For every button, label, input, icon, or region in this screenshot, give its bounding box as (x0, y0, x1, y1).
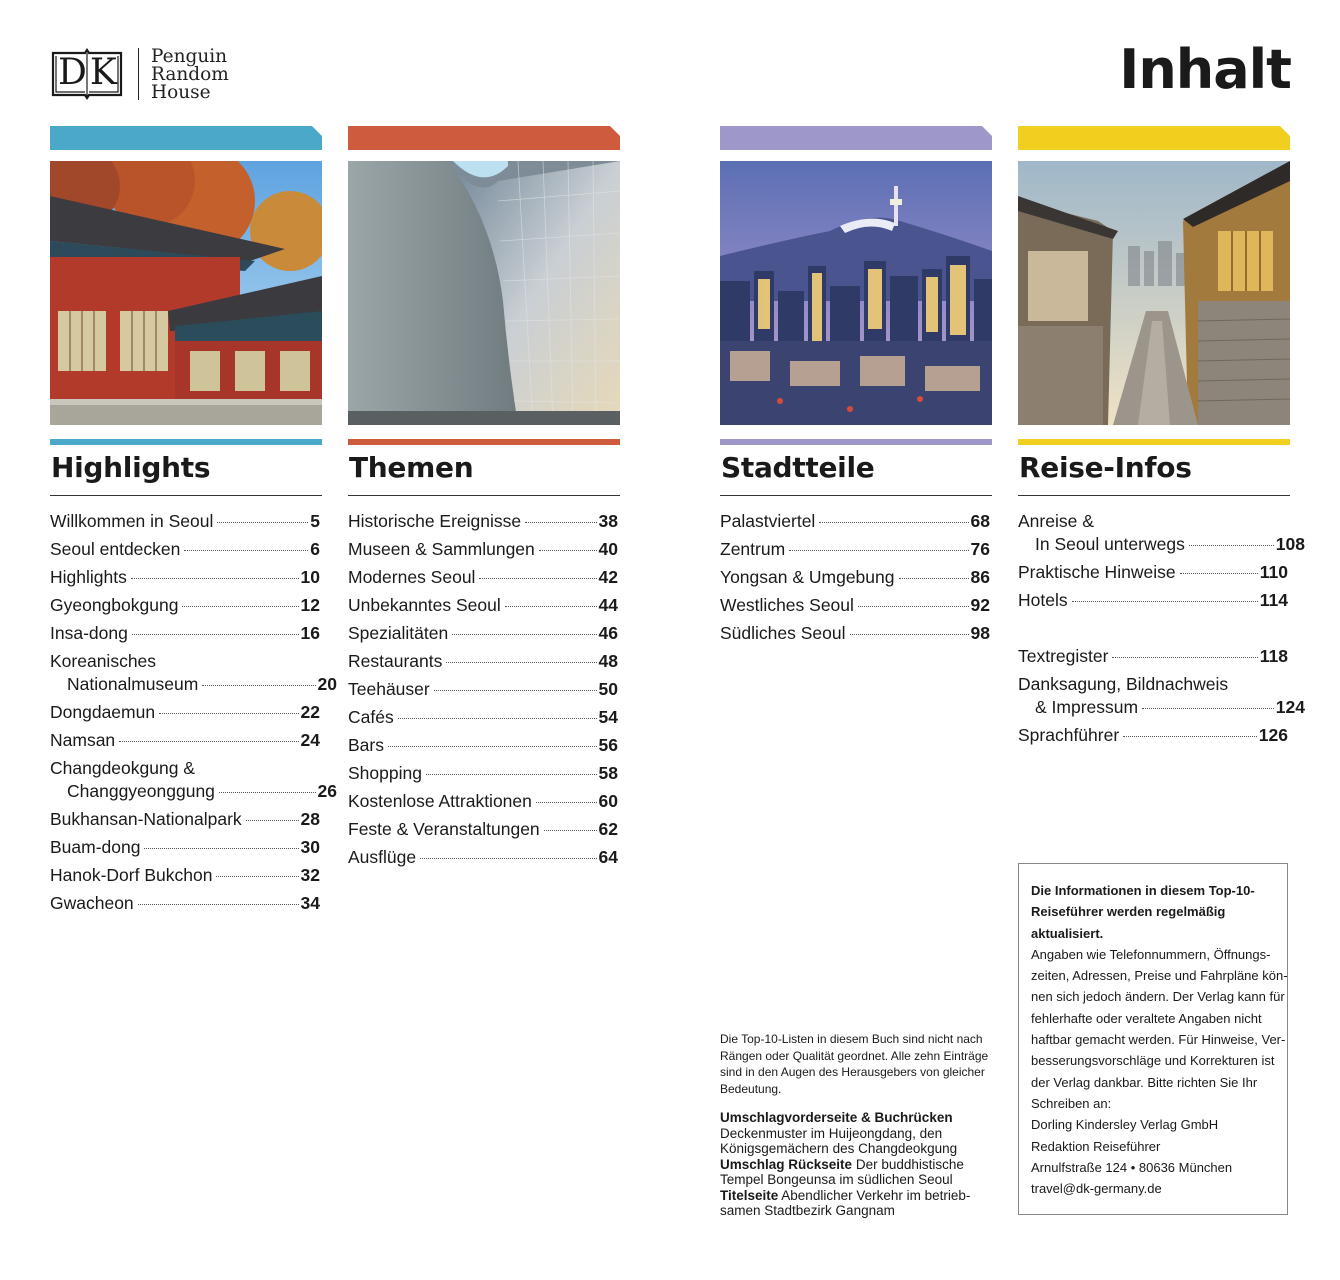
credit-line: Deckenmuster im Huijeongdang, den (720, 1125, 943, 1141)
toc-entry[interactable]: Anreise & In Seoul unterwegs 108 (1018, 511, 1305, 554)
section-tab (1018, 126, 1290, 150)
publisher-line: House (151, 82, 211, 103)
toc-entry[interactable]: Bukhansan-Nationalpark 28 (50, 809, 320, 829)
toc-list (348, 510, 620, 869)
note-line: Bedeutung. (720, 1081, 782, 1096)
info-line: nen sich jedoch ändern. Der Verlag kann für (1031, 989, 1285, 1005)
section-stadtteile (720, 126, 992, 650)
toc-entry[interactable]: Yongsan & Umgebung 86 (720, 567, 990, 587)
toc-entry[interactable]: Willkommen in Seoul 5 (50, 511, 320, 531)
toc-entry[interactable]: Historische Ereignisse 38 (348, 511, 618, 531)
section-rule (348, 439, 620, 445)
credit-label: Umschlag Rückseite (720, 1156, 853, 1172)
toc-entry[interactable]: Bars 56 (348, 735, 618, 755)
credit-line: Königsgemächern des Changdeokgung (720, 1141, 958, 1156)
section-reise-infos (1018, 126, 1305, 752)
toc-entry[interactable]: Spezialitäten 46 (348, 623, 618, 643)
toc-entry[interactable]: Restaurants 48 (348, 651, 618, 671)
toc-list (50, 510, 337, 915)
toc-entry[interactable]: Gwacheon 34 (50, 893, 320, 913)
credit-text: Der buddhistische (852, 1156, 964, 1172)
toc-entry[interactable]: Namsan 24 (50, 730, 320, 750)
credit-label: Umschlagvorderseite & Buchrücken (720, 1110, 953, 1125)
toc-entry[interactable]: Danksagung, Bildnachweis & Impressum 124 (1018, 674, 1305, 717)
palace-photo (50, 161, 322, 425)
info-line: fehlerhafte oder veraltete Angaben nicht (1031, 1010, 1262, 1026)
note-line: sind in den Augen des Herausgebers von gleicher (720, 1065, 985, 1079)
publisher-line: Penguin (151, 46, 228, 67)
info-lead: Die Informationen in diesem Top-10- (1031, 883, 1255, 898)
note-line: Rängen oder Qualität geordnet. Alle zehn Einträge (720, 1048, 989, 1063)
toc-entry[interactable]: Teehäuser 50 (348, 679, 618, 699)
section-heading: Reise-Infos (1018, 451, 1290, 496)
hanok-street-photo (1018, 161, 1290, 425)
publisher-logo (50, 46, 229, 102)
address-line: Dorling Kindersley Verlag GmbH (1031, 1117, 1219, 1133)
info-line: besserungsvorschläge und Korrekturen ist (1031, 1053, 1275, 1069)
toc-entry[interactable]: Cafés 54 (348, 707, 618, 727)
section-rule (50, 439, 322, 445)
ranking-note (720, 1031, 992, 1097)
section-rule (1018, 439, 1290, 445)
toc-entry[interactable]: Modernes Seoul 42 (348, 567, 618, 587)
info-lead: Reiseführer werden regelmäßig (1031, 904, 1226, 920)
toc-entry[interactable]: Ausflüge 64 (348, 847, 618, 867)
toc-entry[interactable]: Kostenlose Attraktionen 60 (348, 791, 618, 811)
section-highlights (50, 126, 337, 920)
toc-entry[interactable]: Insa-dong 16 (50, 623, 320, 643)
section-tab (50, 126, 322, 150)
toc-list (1018, 510, 1305, 747)
email-link[interactable]: travel@dk-germany.de (1031, 1181, 1162, 1197)
section-heading: Stadtteile (720, 451, 992, 496)
toc-entry[interactable]: Gyeongbokgung 12 (50, 595, 320, 615)
credit-line: samen Stadtbezirk Gangnam (720, 1203, 895, 1218)
info-line: haftbar gemacht werden. Für Hinweise, Ver- (1031, 1032, 1286, 1048)
cover-credits (720, 1110, 995, 1219)
credit-line: Tempel Bongeunsa im südlichen Seoul (720, 1172, 953, 1187)
section-heading: Themen (348, 451, 620, 496)
toc-entry[interactable]: Buam-dong 30 (50, 837, 320, 857)
toc-entry[interactable]: Dongdaemun 22 (50, 702, 320, 722)
section-themen (348, 126, 620, 874)
publisher-name (138, 46, 229, 103)
toc-entry[interactable]: Zentrum 76 (720, 539, 990, 559)
toc-entry[interactable]: Praktische Hinweise 110 (1018, 562, 1288, 582)
info-line: Angaben wie Telefonnummern, Öffnungs- (1031, 946, 1271, 962)
section-tab (720, 126, 992, 150)
toc-entry[interactable]: Palastviertel 68 (720, 511, 990, 531)
dk-letters: DK (58, 52, 120, 93)
address-line: Arnulfstraße 124 • 80636 München (1031, 1159, 1233, 1175)
toc-entry[interactable]: Hotels 114 (1018, 590, 1288, 610)
page-title: Inhalt (1119, 38, 1291, 101)
toc-entry[interactable]: Südliches Seoul 98 (720, 623, 990, 643)
section-heading: Highlights (50, 451, 322, 496)
toc-spacer (1018, 617, 1290, 645)
toc-list (720, 510, 992, 645)
dk-book-logo-icon (50, 47, 124, 101)
info-line: zeiten, Adressen, Preise und Fahrpläne kön- (1031, 968, 1288, 984)
toc-entry[interactable]: Museen & Sammlungen 40 (348, 539, 618, 559)
toc-entry[interactable]: Textregister 118 (1018, 646, 1288, 666)
toc-entry[interactable]: Highlights 10 (50, 567, 320, 587)
publisher-line: Random (151, 64, 229, 85)
info-line: Schreiben an: (1031, 1095, 1112, 1111)
address-line: Redaktion Reiseführer (1031, 1138, 1161, 1154)
city-skyline-photo (720, 161, 992, 425)
section-rule (720, 439, 992, 445)
section-tab (348, 126, 620, 150)
info-line: der Verlag dankbar. Bitte richten Sie Ihr (1031, 1074, 1258, 1090)
toc-entry[interactable]: Unbekanntes Seoul 44 (348, 595, 618, 615)
toc-entry[interactable]: Westliches Seoul 92 (720, 595, 990, 615)
toc-entry[interactable]: Changdeokgung & Changgyeonggung 26 (50, 758, 337, 801)
toc-entry[interactable]: Shopping 58 (348, 763, 618, 783)
toc-entry[interactable]: Feste & Veranstaltungen 62 (348, 819, 618, 839)
update-info-box (1018, 863, 1288, 1215)
toc-entry[interactable]: Hanok-Dorf Bukchon 32 (50, 865, 320, 885)
note-line: Die Top-10-Listen in diesem Buch sind nicht nach (720, 1032, 983, 1046)
info-lead: aktualisiert. (1031, 925, 1104, 941)
modern-architecture-photo (348, 161, 620, 425)
credit-text: Abendlicher Verkehr im betrieb- (778, 1187, 971, 1203)
toc-entry[interactable]: Koreanisches Nationalmuseum 20 (50, 651, 337, 694)
toc-entry[interactable]: Seoul entdecken 6 (50, 539, 320, 559)
credit-label: Titelseite (720, 1187, 779, 1203)
toc-entry[interactable]: Sprachführer 126 (1018, 725, 1288, 745)
